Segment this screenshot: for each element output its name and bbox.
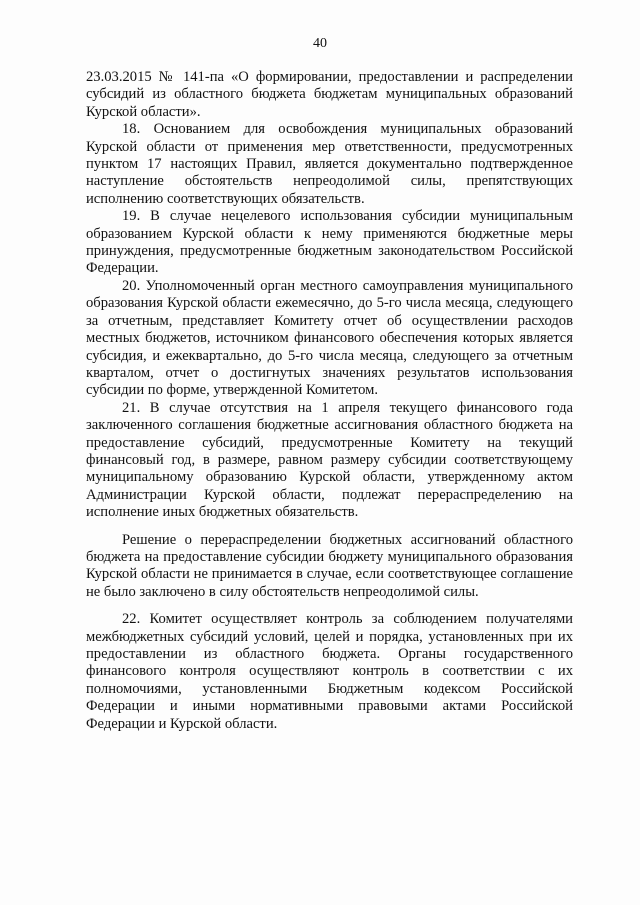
paragraph-21: 21. В случае отсутствия на 1 апреля текущего финансового года заключенного соглашения бюджетные ассигнования областного бюджета на предоставление субсидий, предусмотренные Комитету на текущий финансовый год, в размере, равном размеру субсидии соответствующему муниципальному образованию Курской области, утвержденному актом Администрации Курской области, подлежат перераспределению на исполнение иных бюджетных обязательств. — [86, 399, 573, 521]
paragraph-21-decision: Решение о перераспределении бюджетных ассигнований областного бюджета на предоставление субсидии бюджету муниципального образования Курской области не принимается в случае, если соответствующее соглашение не было заключено в силу обстоятельств непреодолимой силы. — [86, 531, 573, 600]
paragraph-18: 18. Основанием для освобождения муниципальных образований Курской области от применения мер ответственности, предусмотренных пунктом 17 настоящих Правил, является документально подтвержденное наступление обстоятельств непреодолимой силы, препятствующих исполнению соответствующих обязательств. — [86, 121, 573, 207]
document-body — [86, 69, 573, 733]
paragraph-20: 20. Уполномоченный орган местного самоуправления муниципального образования Курской области ежемесячно, до 5-го числа месяца, следующего за отчетным, представляет Комитету отчет об осуществлении расходов местных бюджетов, источником финансового обеспечения которых является субсидия, и ежеквартально, до 5-го числа месяца, следующего за отчетным кварталом, отчет о достигнутых значениях результатов использования субсидии по форме, утвержденной Комитетом. — [86, 277, 573, 399]
paragraph-continuation: 23.03.2015 № 141-па «О формировании, предоставлении и распределении субсидий из областного бюджета бюджетам муниципальных образований Курской области». — [86, 69, 573, 120]
paragraph-22: 22. Комитет осуществляет контроль за соблюдением получателями межбюджетных субсидий условий, целей и порядка, установленных при их предоставлении из областного бюджета. Органы государственного финансового контроля осуществляют контроль в соответствии с их полномочиями, установленными Бюджетным кодексом Российской Федерации и иными нормативными правовыми актами Российской Федерации и Курской области. — [86, 611, 573, 732]
page-number: 40 — [313, 36, 327, 51]
paragraph-19: 19. В случае нецелевого использования субсидии муниципальным образованием Курской области к нему применяются бюджетные меры принуждения, предусмотренные бюджетным законодательством Российской Федерации. — [86, 208, 573, 277]
